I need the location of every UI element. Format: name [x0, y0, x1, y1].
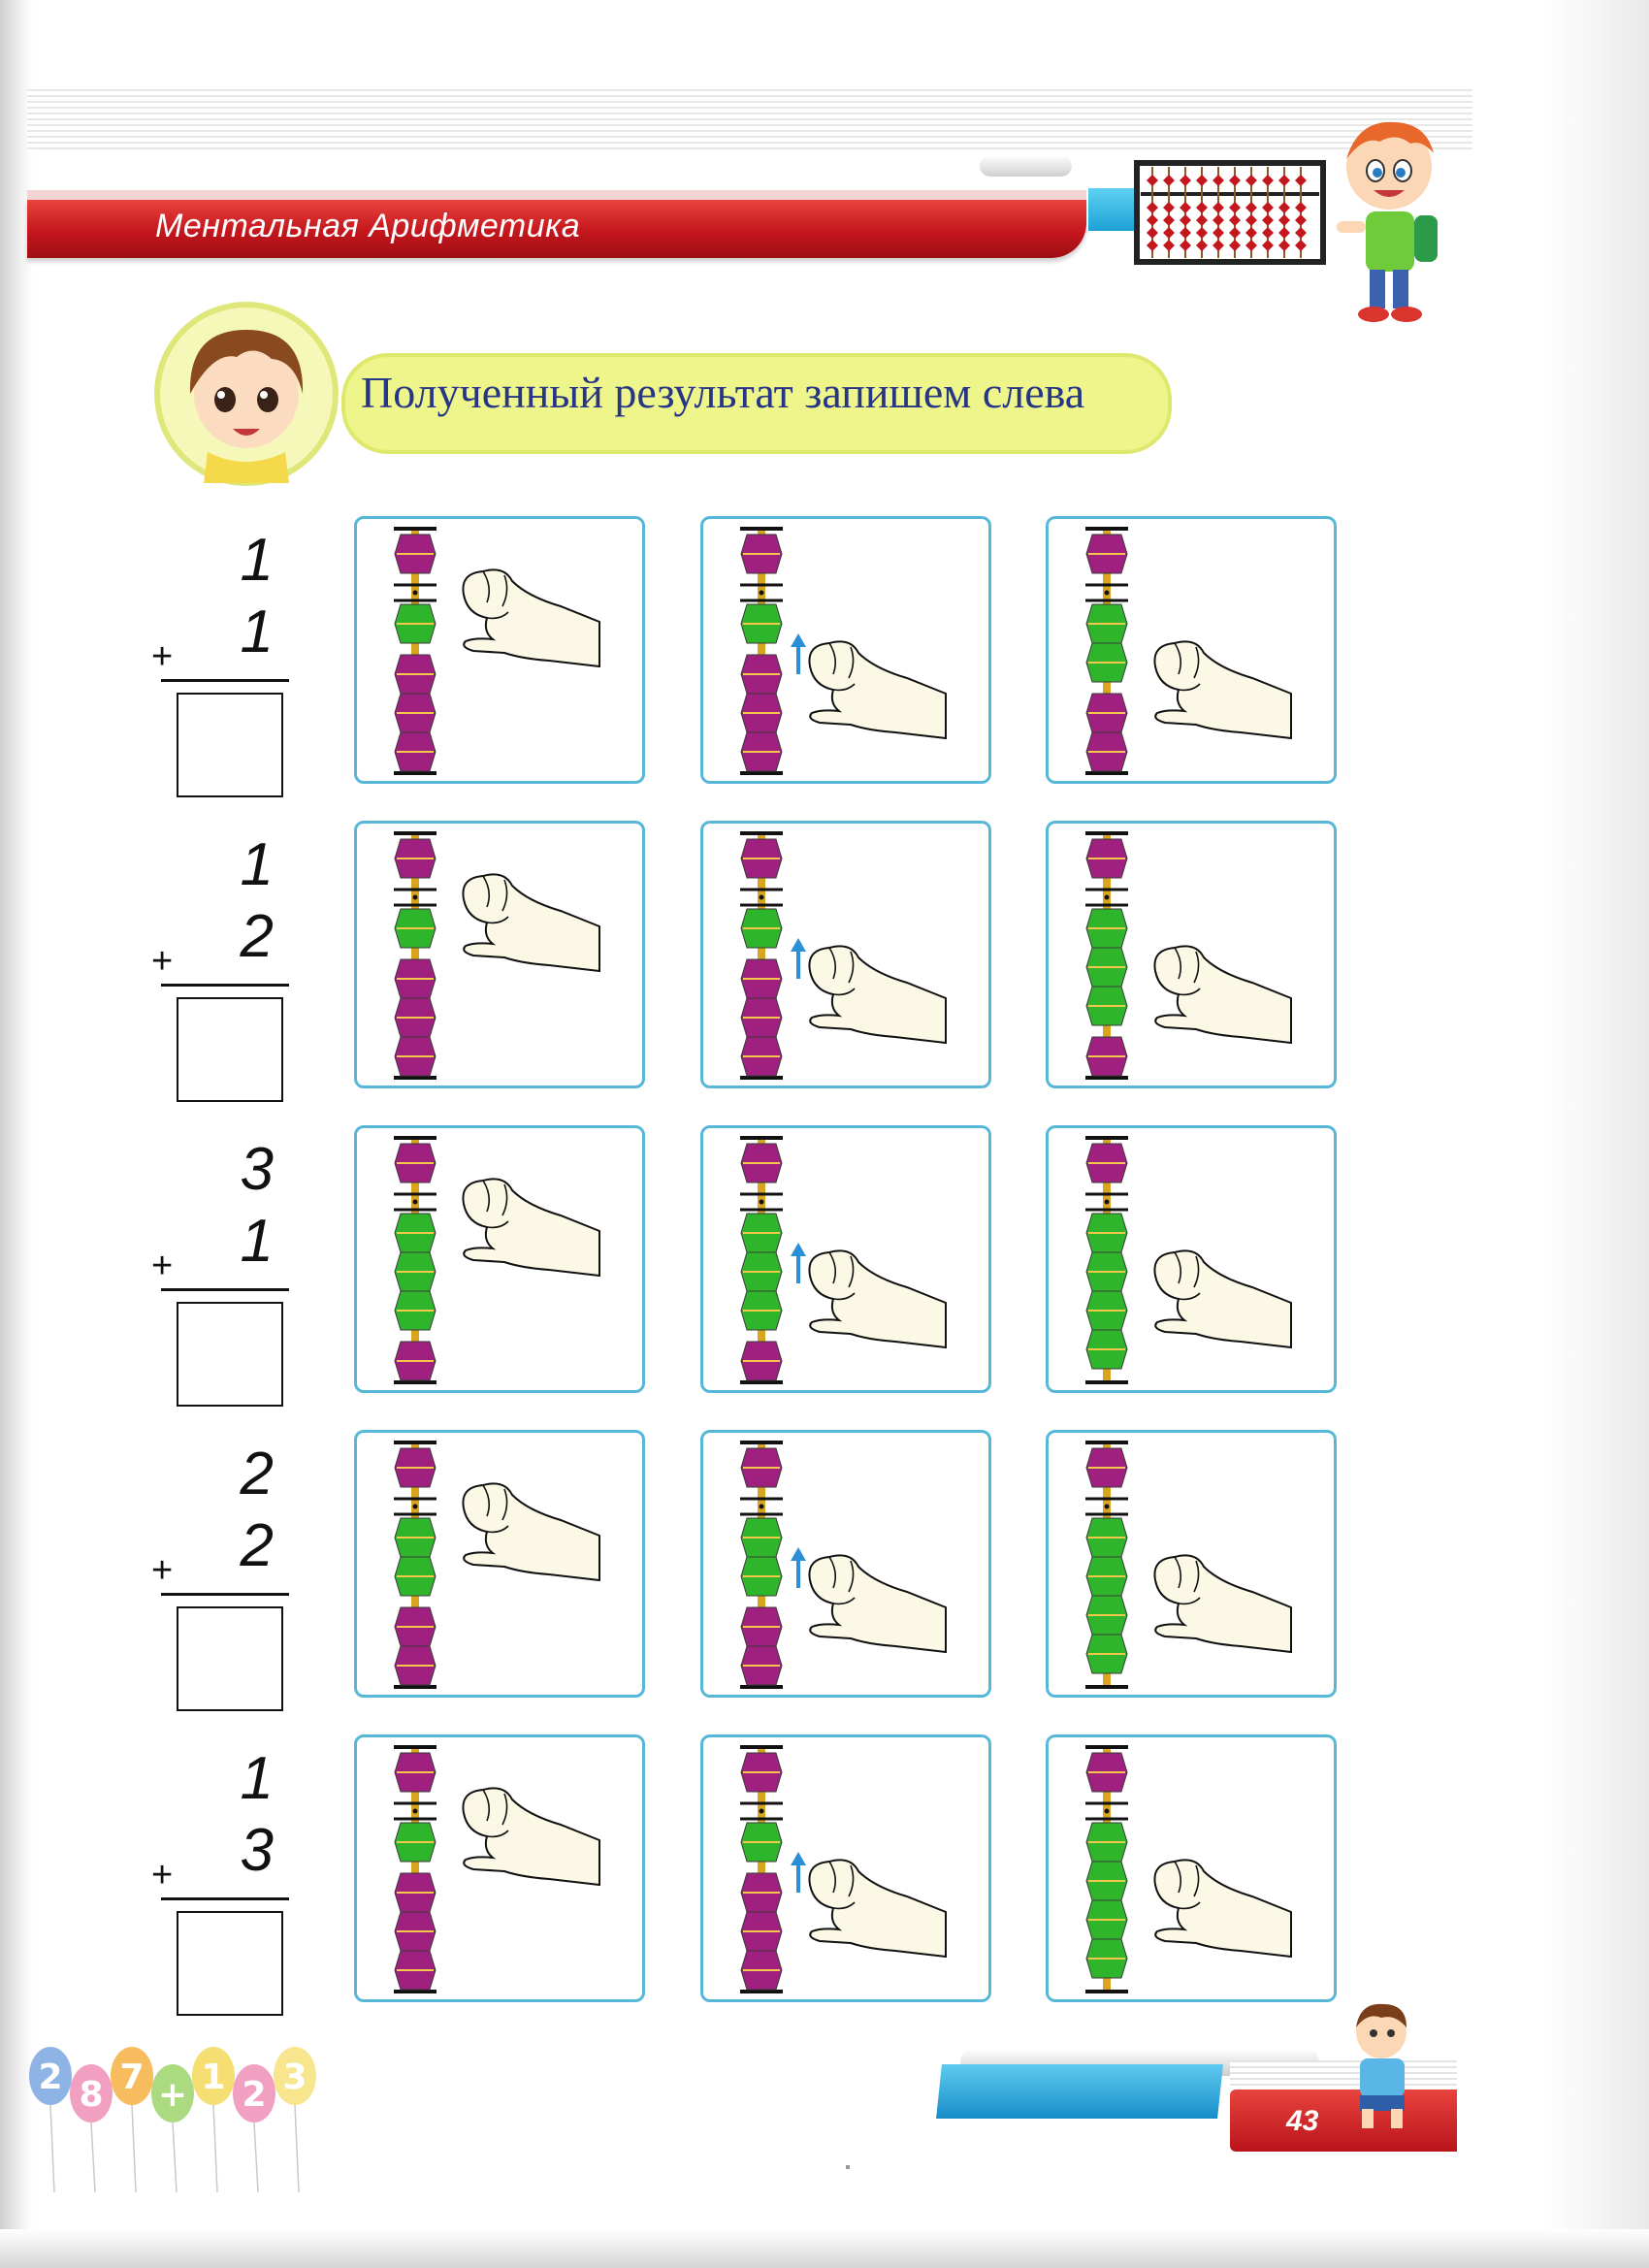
abacus-step-card-4-1: [354, 1430, 645, 1698]
sitting-boy-illustration: [1339, 1998, 1426, 2134]
addend-b: 1: [240, 599, 274, 665]
plus-sign: +: [151, 1855, 174, 1895]
reckoning-dot: [1105, 895, 1110, 900]
abacus-step-card-1-2: [700, 516, 991, 784]
scan-speck: [846, 2165, 850, 2169]
problem-1: [146, 526, 301, 788]
hand-icon: [809, 946, 946, 1043]
addend-b: 3: [240, 1817, 274, 1884]
hand-icon: [463, 1179, 599, 1276]
plus-sign: +: [151, 941, 174, 982]
addend-a: 1: [240, 831, 274, 898]
abacus-step-card-3-3: [1046, 1125, 1337, 1393]
reckoning-dot: [413, 591, 418, 596]
header-scroll-decoration: [980, 155, 1072, 177]
sum-line: [161, 679, 289, 682]
reckoning-dot: [760, 591, 764, 596]
page-edge-shadow-bottom: [0, 2229, 1649, 2268]
reckoning-dot: [760, 1809, 764, 1814]
balloon-digit: 8: [79, 2075, 104, 2115]
answer-box[interactable]: [177, 1911, 283, 2016]
abacus-step-card-2-3: [1046, 821, 1337, 1088]
balloon-digit: 7: [119, 2057, 145, 2097]
reckoning-dot: [760, 1200, 764, 1205]
page-edge-shadow-right: [1542, 0, 1649, 2268]
abacus-step-card-1-3: [1046, 516, 1337, 784]
addend-a: 2: [240, 1441, 274, 1507]
hand-icon: [809, 1250, 946, 1347]
sum-line: [161, 1593, 289, 1596]
answer-box[interactable]: [177, 997, 283, 1102]
hand-icon: [463, 569, 599, 666]
header-stripes: [27, 89, 1472, 151]
problem-4: [146, 1440, 301, 1701]
hand-icon: [809, 641, 946, 738]
hand-icon: [463, 874, 599, 971]
reckoning-dot: [413, 895, 418, 900]
boy-with-backpack-illustration: [1329, 114, 1447, 328]
girl-avatar-illustration: [153, 301, 340, 487]
reckoning-dot: [413, 1505, 418, 1509]
header-band-highlight: [27, 190, 1086, 200]
balloon-digit: 3: [282, 2057, 307, 2097]
abacus-icon: [1133, 159, 1327, 266]
addend-a: 1: [240, 1745, 274, 1812]
abacus-step-card-2-2: [700, 821, 991, 1088]
hand-icon: [1154, 1860, 1291, 1957]
header-title: Ментальная Арифметика: [155, 208, 581, 244]
addend-a: 3: [240, 1136, 274, 1203]
hand-icon: [1154, 946, 1291, 1043]
addend-b: 2: [240, 1512, 274, 1579]
hand-icon: [1154, 1250, 1291, 1347]
balloon-digit: 2: [242, 2075, 267, 2115]
reckoning-dot: [413, 1200, 418, 1205]
abacus-step-card-3-1: [354, 1125, 645, 1393]
reckoning-dot: [1105, 1200, 1110, 1205]
addend-b: 2: [240, 903, 274, 970]
hand-icon: [1154, 641, 1291, 738]
abacus-step-card-4-2: [700, 1430, 991, 1698]
sum-line: [161, 1288, 289, 1291]
answer-box[interactable]: [177, 1606, 283, 1711]
answer-box[interactable]: [177, 693, 283, 797]
sum-line: [161, 984, 289, 987]
problem-5: [146, 1744, 301, 2006]
plus-sign: +: [151, 636, 174, 677]
addend-b: 1: [240, 1208, 274, 1275]
reckoning-dot: [760, 895, 764, 900]
page-number: 43: [1286, 2105, 1319, 2137]
number-balloons-decoration: [27, 2018, 338, 2202]
hand-icon: [1154, 1555, 1291, 1652]
abacus-step-card-3-2: [700, 1125, 991, 1393]
reckoning-dot: [1105, 1505, 1110, 1509]
addend-a: 1: [240, 527, 274, 594]
abacus-step-card-2-1: [354, 821, 645, 1088]
problem-3: [146, 1135, 301, 1397]
footer-blue-tab: [936, 2064, 1223, 2119]
reckoning-dot: [760, 1505, 764, 1509]
balloon-digit: +: [157, 2075, 188, 2115]
abacus-step-card-4-3: [1046, 1430, 1337, 1698]
reckoning-dot: [413, 1809, 418, 1814]
answer-box[interactable]: [177, 1302, 283, 1407]
plus-sign: +: [151, 1550, 174, 1591]
problem-2: [146, 830, 301, 1092]
abacus-step-card-5-2: [700, 1734, 991, 2002]
abacus-step-card-5-1: [354, 1734, 645, 2002]
plus-sign: +: [151, 1246, 174, 1286]
reckoning-dot: [1105, 591, 1110, 596]
instruction-text: Полученный результат запишем слева: [361, 368, 1085, 417]
abacus-step-card-1-1: [354, 516, 645, 784]
balloon-digit: 2: [38, 2057, 63, 2097]
hand-icon: [463, 1788, 599, 1885]
abacus-step-card-5-3: [1046, 1734, 1337, 2002]
hand-icon: [809, 1555, 946, 1652]
balloon-digit: 1: [201, 2057, 226, 2097]
sum-line: [161, 1897, 289, 1900]
page-edge-shadow-left: [0, 0, 33, 2268]
hand-icon: [463, 1483, 599, 1580]
reckoning-dot: [1105, 1809, 1110, 1814]
hand-icon: [809, 1860, 946, 1957]
